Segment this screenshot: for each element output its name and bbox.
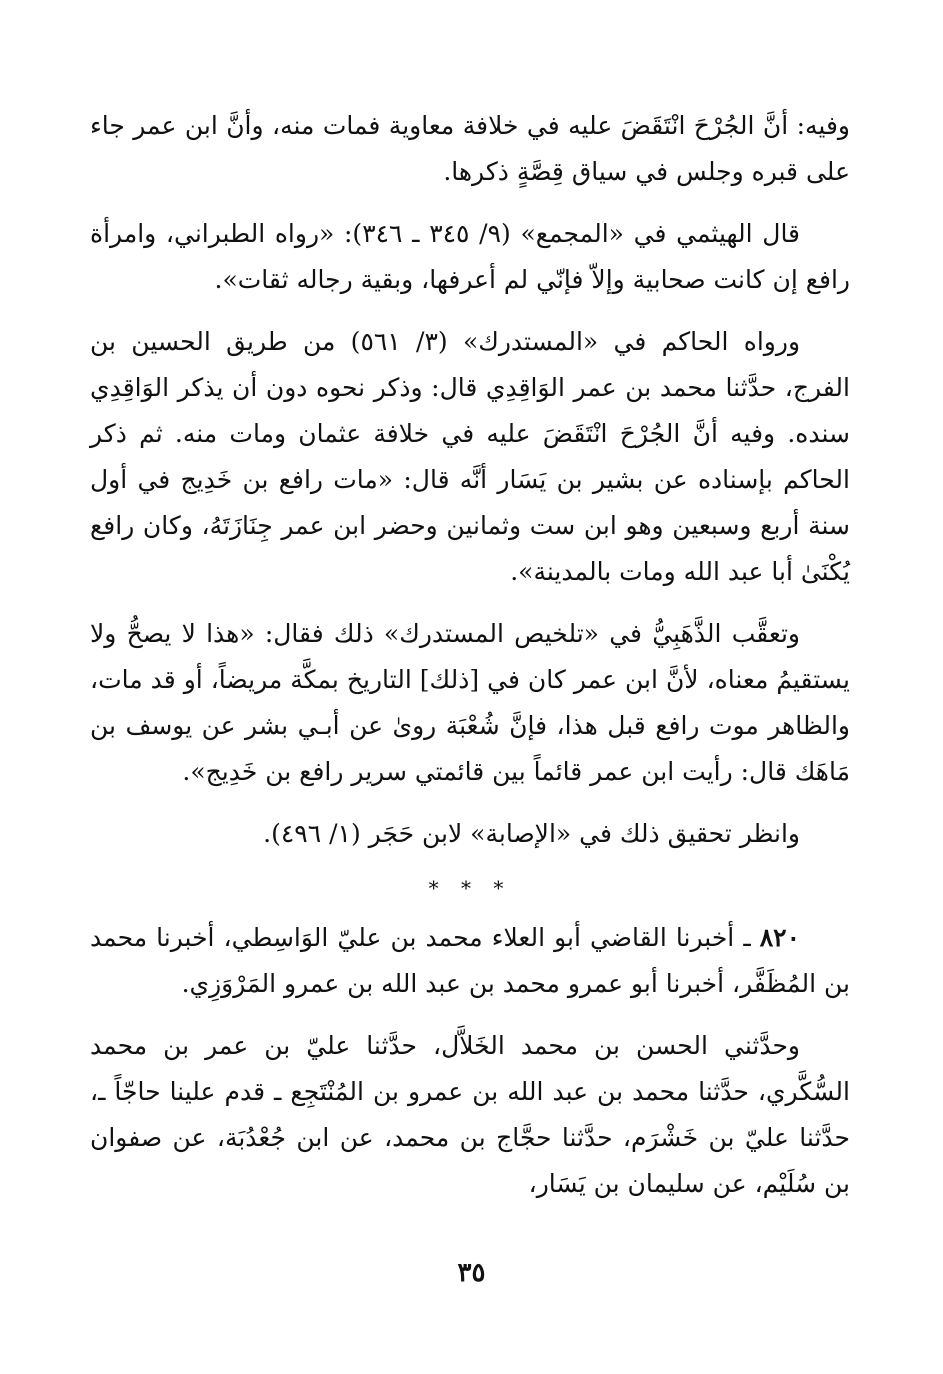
- page-number: ٣٥: [457, 1258, 486, 1288]
- paragraph-1: وفيه: أنَّ الجُرْحَ انْتَقَضَ عليه في خلافة معاوية فمات منه، وأنَّ ابن عمر جاء على قبره وجلس في سياق قِصَّةٍ ذكرها.: [90, 111, 850, 186]
- hadith-text: أخبرنا القاضي أبو العلاء محمد بن عليّ الوَاسِطي، أخبرنا محمد بن المُظَفَّر، أخبرنا أبو عمرو محمد بن عبد الله بن عمرو المَرْوَزِي.: [90, 923, 850, 998]
- paragraph-3: ورواه الحاكم في «المستدرك» (٣/ ٥٦١) من طريق الحسين بن الفرج، حدَّثنا محمد بن عمر الوَاقِدِي قال: وذكر نحوه دون أن يذكر الوَاقِدِي سنده. وفيه أنَّ الجُرْحَ انْتَقَضَ عليه في خلافة عثمان ومات منه. ثم ذكر الحاكم بإسناده عن بشير بن يَسَار أنَّه قال: «مات رافع بن خَدِيج في أول سنة أربع وسبعين وهو ابن ست وثمانين وحضر ابن عمر جِنَازَتَهُ، وكان رافع يُكْنَىٰ أبا عبد الله ومات بالمدينة».: [90, 327, 850, 586]
- paragraph-4: وتعقَّب الذَّهَبِيُّ في «تلخيص المستدرك» ذلك فقال: «هذا لا يصحُّ ولا يستقيمُ معناه، لأنَّ ابن عمر كان في [ذلك] التاريخ بمكَّة مريضاً، أو قد مات، والظاهر موت رافع قبل هذا، فإنَّ شُعْبَة روىٰ عن أبـي بشر عن يوسف بن مَاهَك قال: رأيت ابن عمر قائماً بين قائمتي سرير رافع بن خَدِيج».: [90, 619, 850, 786]
- paragraph-5: وانظر تحقيق ذلك في «الإصابة» لابن حَجَر (١/ ٤٩٦).: [263, 819, 800, 848]
- page-body: [90, 103, 850, 1223]
- section-separator: * * *: [428, 876, 512, 900]
- hadith-paragraph: [90, 915, 850, 1007]
- hadith-dash: ـ: [743, 923, 751, 952]
- paragraph-2: قال الهيثمي في «المجمع» (٩/ ٣٤٥ ـ ٣٤٦): «رواه الطبراني، وامرأة رافع إن كانت صحابية وإلاّ فإنّي لم أعرفها، وبقية رجاله ثقات».: [90, 219, 850, 294]
- hadith-number: ٨٢٠: [759, 923, 801, 952]
- closing-paragraph: وحدَّثني الحسن بن محمد الخَلاَّل، حدَّثنا عليّ بن عمر بن محمد السُّكَّري، حدَّثنا محمد بن عبد الله بن عمرو بن المُنْتَجِع ـ قدم علينا حاجّاً ـ، حدَّثنا عليّ بن خَشْرَم، حدَّثنا حجَّاج بن محمد، عن ابن جُعْدُبَة، عن صفوان بن سُلَيْم، عن سليمان بن يَسَار،: [90, 1031, 850, 1198]
